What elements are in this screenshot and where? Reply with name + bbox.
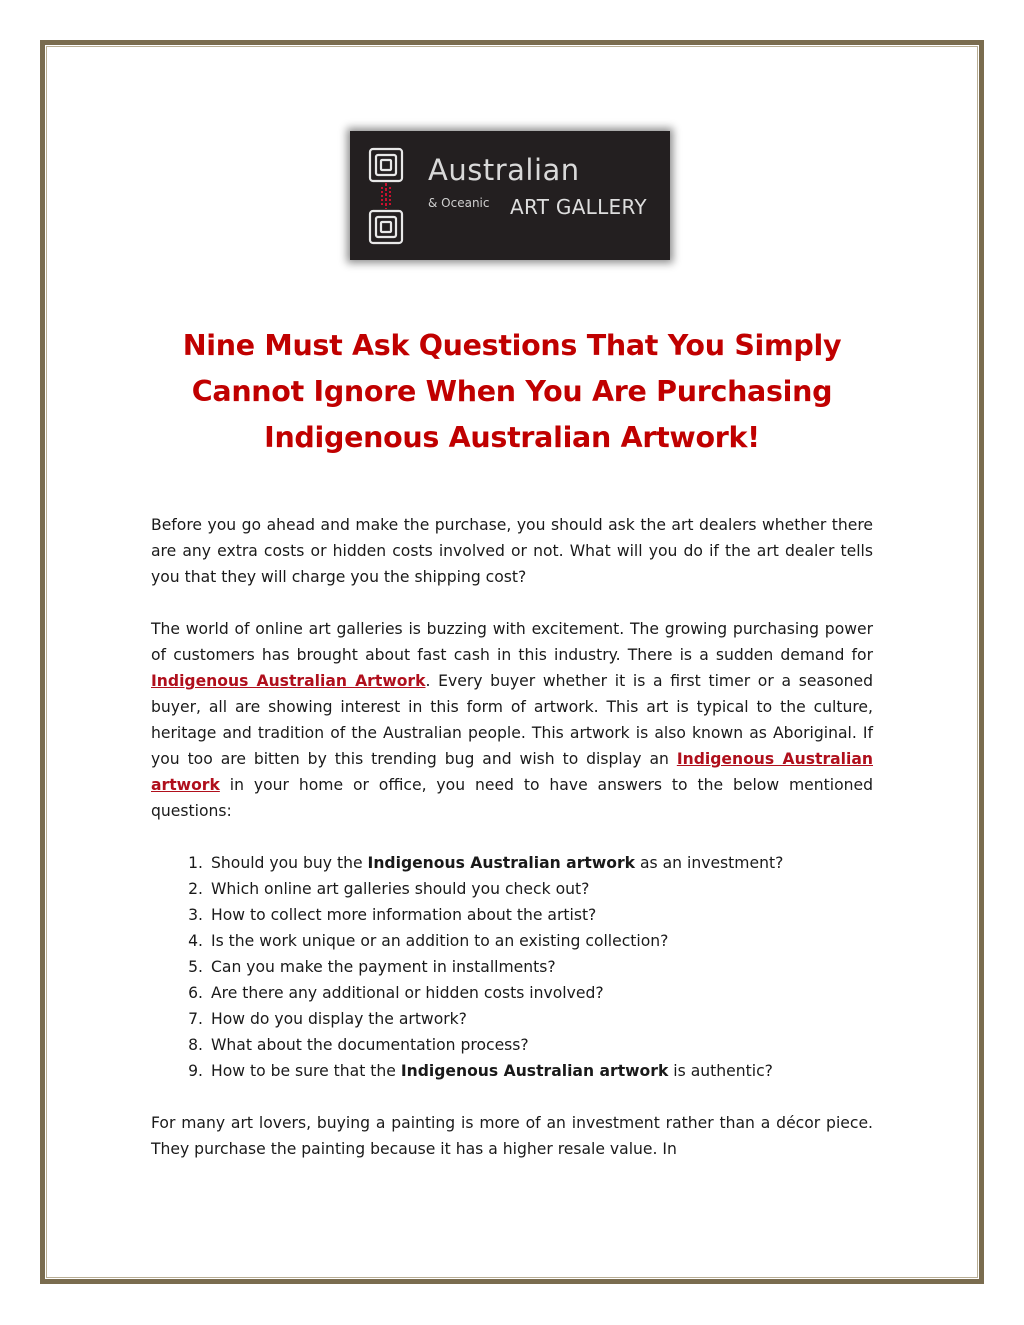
- list-item: 7. How do you display the artwork?: [188, 1010, 467, 1028]
- body-text-c: in your home or office, you need to have answers to the below mentioned questions:: [151, 776, 873, 820]
- indigenous-artwork-link[interactable]: Indigenous Australian Artwork: [151, 672, 426, 690]
- questions-list: [151, 850, 873, 1084]
- logo-gallery-text: ART GALLERY: [510, 195, 647, 219]
- list-item: 8. What about the documentation process?: [188, 1036, 529, 1054]
- logo-spiral-icon: [368, 147, 404, 245]
- page-title: Nine Must Ask Questions That You Simply Cannot Ignore When You Are Purchasing Indigenous Australian Artwork!: [182, 329, 842, 454]
- logo-title: Australian: [428, 153, 580, 187]
- list-item: 4. Is the work unique or an addition to an existing collection?: [188, 932, 669, 950]
- list-item: 5. Can you make the payment in installments?: [188, 958, 556, 976]
- body-paragraph: [151, 616, 873, 824]
- list-item: 9. How to be sure that the Indigenous Australian artwork is authentic?: [188, 1062, 773, 1080]
- article-body: [151, 512, 873, 1162]
- body-text-b: . Every buyer whether it is a first timer or a seasoned buyer, all are showing interest in this form of artwork. This art is typical to the culture, heritage and tradition of the Australian people. This artwork is also known as Aboriginal. If you too are bitten by this trending bug and wish to display an: [151, 672, 874, 768]
- gallery-logo: [350, 131, 670, 260]
- indigenous-artwork-link-2[interactable]: Indigenous Australian artwork: [151, 750, 873, 794]
- logo-subtitle: & Oceanic: [428, 196, 490, 210]
- body-text-a: The world of online art galleries is buzzing with excitement. The growing purchasing power of customers has brought about fast cash in this industry. There is a sudden demand for: [151, 620, 873, 664]
- list-item: 3. How to collect more information about the artist?: [188, 906, 597, 924]
- closing-paragraph: For many art lovers, buying a painting is more of an investment rather than a décor piece. They purchase the painting because it has a higher resale value. In: [151, 1114, 873, 1158]
- list-item: 6. Are there any additional or hidden costs involved?: [188, 984, 604, 1002]
- intro-paragraph: Before you go ahead and make the purchase, you should ask the art dealers whether there are any extra costs or hidden costs involved or not. What will you do if the art dealer tells you that they will charge you the shipping cost?: [151, 516, 873, 586]
- list-item: 2. Which online art galleries should you check out?: [188, 880, 590, 898]
- list-item: 1. Should you buy the Indigenous Australian artwork as an investment?: [188, 854, 784, 872]
